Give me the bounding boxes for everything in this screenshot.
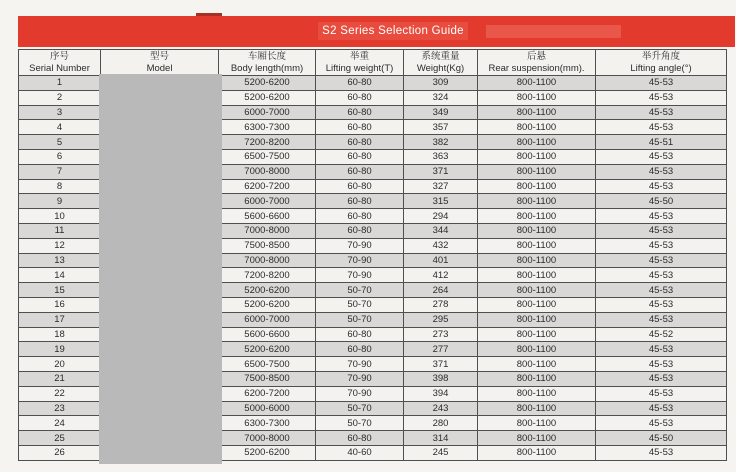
cell-lifting-angle: 45-53 <box>596 297 727 312</box>
cell-rear-suspension: 800-1100 <box>478 283 596 298</box>
cell-lifting-weight: 60-80 <box>316 120 404 135</box>
cell-weight: 324 <box>404 90 478 105</box>
cell-serial: 17 <box>19 312 101 327</box>
cell-body-length: 5200-6200 <box>219 90 316 105</box>
col-header-lifting-weight-zh: 举重 <box>349 51 369 63</box>
cell-weight: 273 <box>404 327 478 342</box>
cell-serial: 26 <box>19 445 101 460</box>
cell-lifting-weight: 60-80 <box>316 164 404 179</box>
cell-lifting-weight: 70-90 <box>316 386 404 401</box>
cell-lifting-weight: 70-90 <box>316 238 404 253</box>
cell-rear-suspension: 800-1100 <box>478 76 596 91</box>
cell-lifting-weight: 60-80 <box>316 209 404 224</box>
cell-rear-suspension: 800-1100 <box>478 105 596 120</box>
cell-serial: 5 <box>19 135 101 150</box>
col-header-serial <box>19 50 101 76</box>
col-header-body-length-en: Body length(mm) <box>230 62 304 74</box>
cell-rear-suspension: 800-1100 <box>478 238 596 253</box>
cell-serial: 9 <box>19 194 101 209</box>
cell-lifting-angle: 45-51 <box>596 135 727 150</box>
cell-weight: 382 <box>404 135 478 150</box>
cell-lifting-angle: 45-53 <box>596 283 727 298</box>
col-header-body-length-zh: 车厢长度 <box>247 51 286 63</box>
cell-lifting-angle: 45-53 <box>596 342 727 357</box>
cell-rear-suspension: 800-1100 <box>478 416 596 431</box>
cell-lifting-weight: 70-90 <box>316 253 404 268</box>
cell-lifting-weight: 50-70 <box>316 416 404 431</box>
cell-lifting-weight: 70-90 <box>316 268 404 283</box>
cell-serial: 11 <box>19 223 101 238</box>
cell-serial: 19 <box>19 342 101 357</box>
col-header-serial-zh: 序号 <box>49 51 69 63</box>
cell-weight: 344 <box>404 223 478 238</box>
cell-serial: 15 <box>19 283 101 298</box>
cell-body-length: 5200-6200 <box>219 76 316 91</box>
cell-lifting-weight: 60-80 <box>316 194 404 209</box>
col-header-lifting-weight <box>316 50 404 76</box>
cell-serial: 22 <box>19 386 101 401</box>
table-header <box>19 50 727 76</box>
cell-serial: 16 <box>19 297 101 312</box>
cell-serial: 12 <box>19 238 101 253</box>
cell-weight: 432 <box>404 238 478 253</box>
col-header-rear-suspension-en: Rear suspension(mm). <box>488 62 585 74</box>
cell-rear-suspension: 800-1100 <box>478 371 596 386</box>
col-header-weight-zh: 系统重量 <box>421 51 460 63</box>
cell-body-length: 5000-6000 <box>219 401 316 416</box>
cell-rear-suspension: 800-1100 <box>478 327 596 342</box>
cell-weight: 394 <box>404 386 478 401</box>
cell-body-length: 5600-6600 <box>219 327 316 342</box>
cell-rear-suspension: 800-1100 <box>478 223 596 238</box>
col-header-lifting-angle-zh: 举升角度 <box>641 51 680 63</box>
cell-lifting-angle: 45-50 <box>596 194 727 209</box>
cell-weight: 245 <box>404 445 478 460</box>
cell-lifting-weight: 60-80 <box>316 431 404 446</box>
cell-lifting-angle: 45-53 <box>596 179 727 194</box>
col-header-weight <box>404 50 478 76</box>
cell-body-length: 6000-7000 <box>219 105 316 120</box>
cell-lifting-weight: 60-80 <box>316 135 404 150</box>
cell-lifting-angle: 45-53 <box>596 445 727 460</box>
cell-weight: 363 <box>404 149 478 164</box>
cell-lifting-weight: 50-70 <box>316 283 404 298</box>
cell-weight: 371 <box>404 164 478 179</box>
cell-weight: 401 <box>404 253 478 268</box>
cell-serial: 3 <box>19 105 101 120</box>
cell-serial: 1 <box>19 76 101 91</box>
col-header-serial-en: Serial Number <box>29 62 90 74</box>
col-header-weight-en: Weight(Kg) <box>416 62 465 74</box>
page-title: S2 Series Selection Guide <box>322 25 464 37</box>
cell-lifting-weight: 60-80 <box>316 327 404 342</box>
cell-body-length: 7000-8000 <box>219 164 316 179</box>
cell-rear-suspension: 800-1100 <box>478 179 596 194</box>
cell-lifting-weight: 60-80 <box>316 149 404 164</box>
cell-body-length: 5200-6200 <box>219 297 316 312</box>
cell-serial: 13 <box>19 253 101 268</box>
cell-rear-suspension: 800-1100 <box>478 164 596 179</box>
cell-body-length: 5600-6600 <box>219 209 316 224</box>
cell-rear-suspension: 800-1100 <box>478 342 596 357</box>
cell-serial: 4 <box>19 120 101 135</box>
cell-rear-suspension: 800-1100 <box>478 312 596 327</box>
cell-body-length: 6500-7500 <box>219 149 316 164</box>
cell-body-length: 6000-7000 <box>219 312 316 327</box>
cell-weight: 315 <box>404 194 478 209</box>
cell-serial: 7 <box>19 164 101 179</box>
cell-body-length: 7500-8500 <box>219 371 316 386</box>
cell-lifting-angle: 45-52 <box>596 327 727 342</box>
cell-weight: 277 <box>404 342 478 357</box>
cell-rear-suspension: 800-1100 <box>478 268 596 283</box>
cell-weight: 371 <box>404 357 478 372</box>
cell-lifting-weight: 50-70 <box>316 401 404 416</box>
cell-body-length: 5200-6200 <box>219 445 316 460</box>
cell-lifting-weight: 70-90 <box>316 371 404 386</box>
cell-rear-suspension: 800-1100 <box>478 194 596 209</box>
cell-weight: 349 <box>404 105 478 120</box>
cell-body-length: 6500-7500 <box>219 357 316 372</box>
cell-weight: 398 <box>404 371 478 386</box>
cell-body-length: 6200-7200 <box>219 386 316 401</box>
cell-lifting-weight: 50-70 <box>316 312 404 327</box>
cell-lifting-angle: 45-53 <box>596 164 727 179</box>
cell-body-length: 6300-7300 <box>219 416 316 431</box>
cell-serial: 6 <box>19 149 101 164</box>
cell-lifting-weight: 60-80 <box>316 342 404 357</box>
cell-lifting-angle: 45-53 <box>596 401 727 416</box>
model-column-redaction <box>99 74 222 464</box>
cell-rear-suspension: 800-1100 <box>478 386 596 401</box>
cell-serial: 14 <box>19 268 101 283</box>
col-header-rear-suspension-zh: 后悬 <box>526 51 546 63</box>
cell-body-length: 6000-7000 <box>219 194 316 209</box>
cell-serial: 20 <box>19 357 101 372</box>
cell-lifting-angle: 45-53 <box>596 371 727 386</box>
cell-rear-suspension: 800-1100 <box>478 209 596 224</box>
cell-lifting-angle: 45-53 <box>596 209 727 224</box>
cell-rear-suspension: 800-1100 <box>478 135 596 150</box>
cell-lifting-weight: 50-70 <box>316 297 404 312</box>
cell-weight: 278 <box>404 297 478 312</box>
col-header-model-en: Model <box>146 62 173 74</box>
cell-weight: 314 <box>404 431 478 446</box>
cell-weight: 280 <box>404 416 478 431</box>
cell-body-length: 7200-8200 <box>219 135 316 150</box>
cell-body-length: 7500-8500 <box>219 238 316 253</box>
cell-lifting-weight: 70-90 <box>316 357 404 372</box>
cell-serial: 8 <box>19 179 101 194</box>
cell-weight: 309 <box>404 76 478 91</box>
cell-rear-suspension: 800-1100 <box>478 431 596 446</box>
banner-redaction-patch <box>486 25 621 38</box>
cell-body-length: 7200-8200 <box>219 268 316 283</box>
col-header-model-zh: 型号 <box>149 51 169 63</box>
cell-serial: 18 <box>19 327 101 342</box>
cell-weight: 357 <box>404 120 478 135</box>
cell-lifting-angle: 45-50 <box>596 431 727 446</box>
cell-rear-suspension: 800-1100 <box>478 445 596 460</box>
cell-weight: 295 <box>404 312 478 327</box>
cell-body-length: 6300-7300 <box>219 120 316 135</box>
col-header-lifting-angle <box>596 50 727 76</box>
cell-serial: 10 <box>19 209 101 224</box>
cell-weight: 412 <box>404 268 478 283</box>
cell-lifting-weight: 60-80 <box>316 90 404 105</box>
cell-weight: 294 <box>404 209 478 224</box>
cell-lifting-weight: 60-80 <box>316 179 404 194</box>
title-patch <box>318 22 468 40</box>
cell-lifting-weight: 40-60 <box>316 445 404 460</box>
cell-body-length: 6200-7200 <box>219 179 316 194</box>
cell-lifting-angle: 45-53 <box>596 416 727 431</box>
col-header-body-length <box>219 50 316 76</box>
cell-lifting-angle: 45-53 <box>596 120 727 135</box>
col-header-lifting-angle-en: Lifting angle(°) <box>630 62 692 74</box>
cell-lifting-angle: 45-53 <box>596 90 727 105</box>
cell-rear-suspension: 800-1100 <box>478 90 596 105</box>
cell-lifting-angle: 45-53 <box>596 253 727 268</box>
cell-lifting-weight: 60-80 <box>316 105 404 120</box>
cell-body-length: 5200-6200 <box>219 283 316 298</box>
cell-lifting-angle: 45-53 <box>596 223 727 238</box>
cell-rear-suspension: 800-1100 <box>478 253 596 268</box>
cell-lifting-weight: 60-80 <box>316 223 404 238</box>
cell-rear-suspension: 800-1100 <box>478 297 596 312</box>
cell-body-length: 7000-8000 <box>219 223 316 238</box>
cell-rear-suspension: 800-1100 <box>478 120 596 135</box>
col-header-rear-suspension <box>478 50 596 76</box>
cell-weight: 243 <box>404 401 478 416</box>
cell-lifting-angle: 45-53 <box>596 76 727 91</box>
cell-weight: 327 <box>404 179 478 194</box>
cell-body-length: 7000-8000 <box>219 253 316 268</box>
cell-rear-suspension: 800-1100 <box>478 149 596 164</box>
cell-serial: 25 <box>19 431 101 446</box>
cell-weight: 264 <box>404 283 478 298</box>
cell-body-length: 7000-8000 <box>219 431 316 446</box>
cell-serial: 23 <box>19 401 101 416</box>
cell-lifting-angle: 45-53 <box>596 238 727 253</box>
cell-lifting-angle: 45-53 <box>596 268 727 283</box>
cell-serial: 21 <box>19 371 101 386</box>
cell-serial: 2 <box>19 90 101 105</box>
cell-lifting-angle: 45-53 <box>596 149 727 164</box>
cell-body-length: 5200-6200 <box>219 342 316 357</box>
col-header-lifting-weight-en: Lifting weight(T) <box>325 62 394 74</box>
cell-lifting-angle: 45-53 <box>596 312 727 327</box>
cell-lifting-angle: 45-53 <box>596 105 727 120</box>
cell-lifting-angle: 45-53 <box>596 357 727 372</box>
col-header-model <box>101 50 219 76</box>
cell-serial: 24 <box>19 416 101 431</box>
cell-lifting-angle: 45-53 <box>596 386 727 401</box>
cell-rear-suspension: 800-1100 <box>478 401 596 416</box>
cell-lifting-weight: 60-80 <box>316 76 404 91</box>
cell-rear-suspension: 800-1100 <box>478 357 596 372</box>
